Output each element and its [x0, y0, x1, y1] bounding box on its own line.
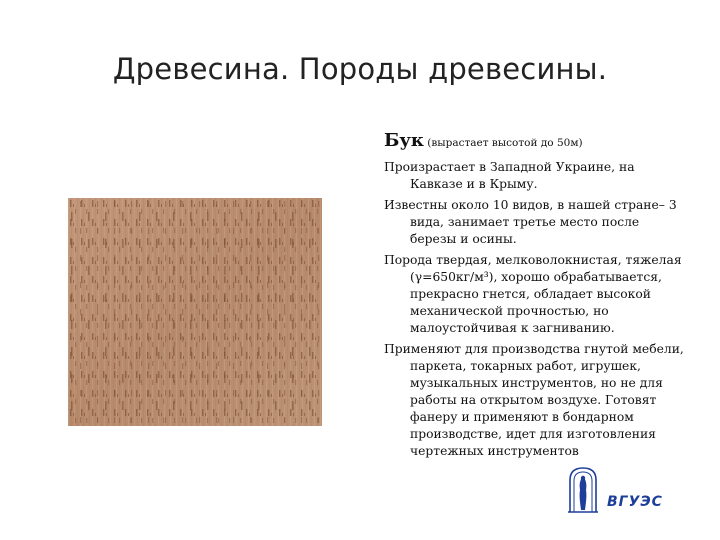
paragraph-habitat: Произрастает в Западной Украине, на Кавказе и в Крыму. [384, 160, 635, 191]
paragraph-species-count: Известны около 10 видов, в нашей стране– 3 вида, занимает третье место после березы и осины. [384, 198, 677, 246]
species-name: Бук [384, 130, 424, 151]
paragraph-properties: Порода твердая, мелковолокнистая, тяжелая (γ=650кг/м³), хорошо обрабатывается, прекрасно гнется, обладает высокой механической прочностью, но малоустойчивая к загниванию. [384, 253, 682, 335]
beech-wood-sample-image [68, 198, 322, 426]
paragraph-usage: Применяют для производства гнутой мебели, паркета, токарных работ, игрушек, музыкальных инструментов, но не для работы на открытом воздухе. Готовят фанеру и применяют в бондарном производстве, идет для изготовления чертежных инструментов [384, 342, 684, 458]
species-heading [384, 132, 688, 152]
logo-text: ВГУЭС [607, 494, 663, 510]
slide-title: Древесина. Породы древесины. [112, 52, 608, 86]
species-height-note: (вырастает высотой до 50м) [423, 137, 583, 149]
description-block [384, 132, 688, 464]
